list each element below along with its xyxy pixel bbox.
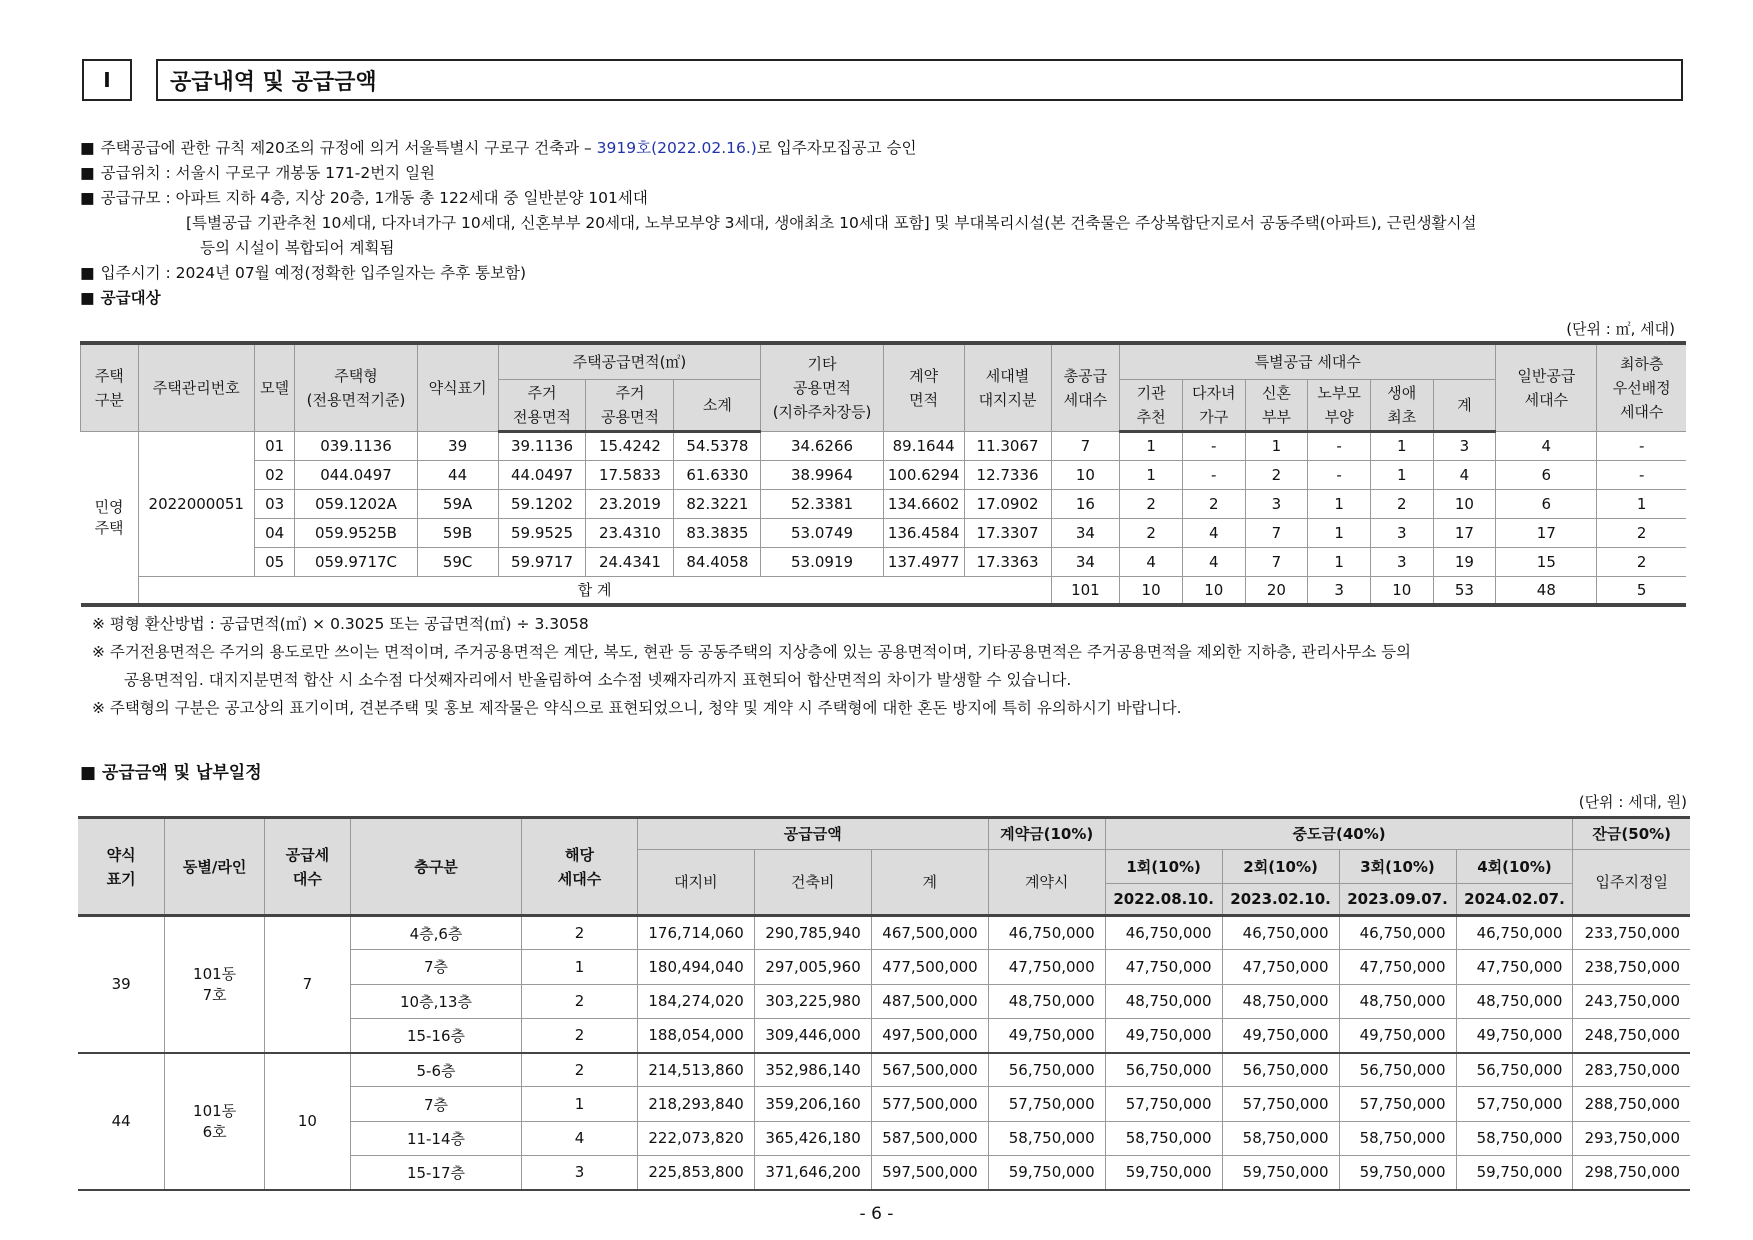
mid-3-cell: 49,750,000 — [1339, 1018, 1456, 1052]
general-units-cell: 6 — [1496, 460, 1597, 489]
first-time-cell: 2 — [1370, 489, 1433, 518]
th-special-total: 계 — [1433, 379, 1496, 431]
contract-area-cell: 100.6294 — [883, 460, 964, 489]
contract-area-cell: 137.4977 — [883, 547, 964, 576]
land-price-cell: 218,293,840 — [637, 1087, 754, 1121]
total-value-cell: 10 — [1120, 576, 1183, 605]
special-total-cell: 10 — [1433, 489, 1496, 518]
multi-child-cell: - — [1182, 460, 1245, 489]
mid-3-cell: 46,750,000 — [1339, 916, 1456, 950]
th2-mid-2: 2회(10%) — [1222, 850, 1339, 884]
balance-cell: 293,750,000 — [1573, 1121, 1690, 1155]
house-kind-cell: 민영 주택 — [81, 431, 139, 605]
balance-cell: 233,750,000 — [1573, 916, 1690, 950]
note-conversion: ※ 평형 환산방법 : 공급면적(㎡) × 0.3025 또는 공급면적(㎡) ÷ 3.3058 — [92, 615, 589, 633]
land-share-cell: 17.0902 — [964, 489, 1051, 518]
total-units-cell: 10 — [1051, 460, 1120, 489]
th-house-kind: 주택 구분 — [81, 343, 139, 431]
abbr-cell: 59C — [417, 547, 498, 576]
first-time-cell: 1 — [1370, 431, 1433, 460]
general-units-cell: 15 — [1496, 547, 1597, 576]
bullet-scale-cont2: 등의 시설이 복합되어 계획됨 — [200, 239, 395, 257]
land-share-cell: 17.3307 — [964, 518, 1051, 547]
th-land-share: 세대별 대지지분 — [964, 343, 1051, 431]
bullet-move-in: ■ 입주시기 : 2024년 07월 예정(정확한 입주일자는 추후 통보함) — [80, 261, 1476, 286]
th-model: 모델 — [254, 343, 294, 431]
mid-2-cell: 59,750,000 — [1222, 1156, 1339, 1190]
table2-unit: (단위 : 세대, 원) — [1578, 793, 1687, 811]
mid-4-cell: 58,750,000 — [1456, 1121, 1573, 1155]
total-label-cell: 합 계 — [138, 576, 1051, 605]
mid-1-cell: 58,750,000 — [1105, 1121, 1222, 1155]
total-value-cell: 20 — [1245, 576, 1308, 605]
parents-cell: - — [1308, 431, 1371, 460]
model-cell: 02 — [254, 460, 294, 489]
abbr-cell: 39 — [78, 916, 165, 1053]
mid-3-cell: 56,750,000 — [1339, 1053, 1456, 1087]
section-title: 공급내역 및 공급금액 — [156, 59, 1683, 101]
mid-2-cell: 56,750,000 — [1222, 1053, 1339, 1087]
th-mgmt-no: 주택관리번호 — [138, 343, 254, 431]
square-bullet-icon: ■ — [80, 763, 97, 783]
table-row — [81, 547, 1687, 576]
deposit-cell: 59,750,000 — [988, 1156, 1105, 1190]
house-type-cell: 059.9717C — [295, 547, 417, 576]
parents-cell: 1 — [1308, 547, 1371, 576]
th2-mid-1: 1회(10%) — [1105, 850, 1222, 884]
parents-cell: - — [1308, 460, 1371, 489]
lowest-floor-cell: 1 — [1597, 489, 1686, 518]
th-area-group: 주택공급면적(㎡) — [498, 343, 761, 379]
th-total-units: 총공급 세대수 — [1051, 343, 1120, 431]
mid-4-cell: 47,750,000 — [1456, 950, 1573, 984]
lowest-floor-cell: - — [1597, 460, 1686, 489]
common-area-cell: 23.4310 — [586, 518, 674, 547]
table-row — [78, 1053, 1690, 1087]
square-bullet-icon: ■ — [80, 164, 95, 182]
total-value-cell: 10 — [1370, 576, 1433, 605]
square-bullet-icon: ■ — [80, 289, 95, 307]
note-area-definition: ※ 주거전용면적은 주거의 용도로만 쓰이는 면적이며, 주거공용면적은 계단, 복도, 현관 등 공동주택의 지상층에 있는 공용면적이며, 기타공용면적은 주거공용면적을 제외한 지하층, 관리사무소 등의 — [92, 643, 1412, 661]
square-bullet-icon: ■ — [80, 189, 95, 207]
mgmt-no-cell: 2022000051 — [138, 431, 254, 576]
contract-area-cell: 89.1644 — [883, 431, 964, 460]
th-subtotal: 소계 — [674, 379, 761, 431]
institution-cell: 4 — [1120, 547, 1183, 576]
count-cell: 2 — [522, 1053, 638, 1087]
floor-cell: 11-14층 — [350, 1121, 522, 1155]
balance-cell: 288,750,000 — [1573, 1087, 1690, 1121]
balance-cell: 238,750,000 — [1573, 950, 1690, 984]
dong-cell: 101동 6호 — [165, 1053, 265, 1190]
floor-cell: 5-6층 — [350, 1053, 522, 1087]
count-cell: 2 — [522, 984, 638, 1018]
th-parents: 노부모 부양 — [1308, 379, 1371, 431]
page-number: - 6 - — [859, 1204, 894, 1224]
mid-3-cell: 48,750,000 — [1339, 984, 1456, 1018]
model-cell: 05 — [254, 547, 294, 576]
total-row — [81, 576, 1687, 605]
special-total-cell: 19 — [1433, 547, 1496, 576]
total-price-cell: 467,500,000 — [871, 916, 988, 950]
th2-floor: 층구분 — [350, 818, 522, 916]
dong-cell: 101동 7호 — [165, 916, 265, 1053]
total-value-cell: 3 — [1308, 576, 1371, 605]
house-type-cell: 039.1136 — [295, 431, 417, 460]
subtotal-area-cell: 84.4058 — [674, 547, 761, 576]
mid-1-cell: 49,750,000 — [1105, 1018, 1222, 1052]
balance-cell: 243,750,000 — [1573, 984, 1690, 1018]
institution-cell: 2 — [1120, 518, 1183, 547]
bullet-supply-target: ■ 공급대상 — [80, 286, 1476, 311]
subtotal-area-cell: 83.3835 — [674, 518, 761, 547]
count-cell: 4 — [522, 1121, 638, 1155]
approval-number: 3919호(2022.02.16.) — [596, 139, 757, 157]
notes — [92, 610, 1411, 722]
multi-child-cell: - — [1182, 431, 1245, 460]
th2-abbr: 약식 표기 — [78, 818, 165, 916]
th-contract-area: 계약 면적 — [883, 343, 964, 431]
mid-4-cell: 49,750,000 — [1456, 1018, 1573, 1052]
floor-cell: 7층 — [350, 1087, 522, 1121]
deposit-cell: 46,750,000 — [988, 916, 1105, 950]
overview-bullets — [80, 136, 1476, 311]
count-cell: 3 — [522, 1156, 638, 1190]
th2-date-4: 2024.02.07. — [1456, 884, 1573, 916]
mid-1-cell: 59,750,000 — [1105, 1156, 1222, 1190]
land-price-cell: 180,494,040 — [637, 950, 754, 984]
price-schedule-table — [78, 816, 1690, 1191]
total-price-cell: 497,500,000 — [871, 1018, 988, 1052]
institution-cell: 1 — [1120, 431, 1183, 460]
total-units-cell: 7 — [1051, 431, 1120, 460]
square-bullet-icon: ■ — [80, 264, 95, 282]
table-row — [81, 460, 1687, 489]
first-time-cell: 3 — [1370, 547, 1433, 576]
mid-1-cell: 47,750,000 — [1105, 950, 1222, 984]
price-schedule-body — [78, 916, 1690, 1190]
land-price-cell: 184,274,020 — [637, 984, 754, 1018]
balance-cell: 283,750,000 — [1573, 1053, 1690, 1087]
multi-child-cell: 2 — [1182, 489, 1245, 518]
bullet-scale-cont: [특별공급 기관추천 10세대, 다자녀가구 10세대, 신혼부부 20세대, 노부모부양 3세대, 생애최초 10세대 포함] 및 부대복리시설(본 건축물은 주상복합단지로서 공동주택(아파트), 근린생활시설 — [186, 214, 1477, 232]
total-price-cell: 487,500,000 — [871, 984, 988, 1018]
th-multi-child: 다자녀 가구 — [1182, 379, 1245, 431]
mid-2-cell: 48,750,000 — [1222, 984, 1339, 1018]
other-common-area-cell: 53.0749 — [761, 518, 883, 547]
other-common-area-cell: 52.3381 — [761, 489, 883, 518]
house-type-cell: 044.0497 — [295, 460, 417, 489]
general-units-cell: 17 — [1496, 518, 1597, 547]
th2-deposit-group: 계약금(10%) — [988, 818, 1105, 850]
th2-date-1: 2022.08.10. — [1105, 884, 1222, 916]
exclusive-area-cell: 59.9717 — [498, 547, 586, 576]
count-cell: 1 — [522, 1087, 638, 1121]
land-share-cell: 11.3067 — [964, 431, 1051, 460]
supply-target-table — [80, 341, 1686, 607]
th2-mid-4: 4회(10%) — [1456, 850, 1573, 884]
house-type-cell: 059.1202A — [295, 489, 417, 518]
deposit-cell: 48,750,000 — [988, 984, 1105, 1018]
th2-date-3: 2023.09.07. — [1339, 884, 1456, 916]
floor-cell: 15-16층 — [350, 1018, 522, 1052]
total-price-cell: 567,500,000 — [871, 1053, 988, 1087]
total-price-cell: 577,500,000 — [871, 1087, 988, 1121]
multi-child-cell: 4 — [1182, 547, 1245, 576]
parents-cell: 1 — [1308, 489, 1371, 518]
abbr-cell: 59A — [417, 489, 498, 518]
parents-cell: 1 — [1308, 518, 1371, 547]
table1-unit: (단위 : ㎡, 세대) — [1566, 320, 1675, 338]
special-total-cell: 3 — [1433, 431, 1496, 460]
balance-cell: 298,750,000 — [1573, 1156, 1690, 1190]
total-price-cell: 587,500,000 — [871, 1121, 988, 1155]
table-row — [78, 916, 1690, 950]
floor-cell: 15-17층 — [350, 1156, 522, 1190]
th-first-time: 생애 최초 — [1370, 379, 1433, 431]
floor-cell: 10층,13층 — [350, 984, 522, 1018]
deposit-cell: 49,750,000 — [988, 1018, 1105, 1052]
th-house-type: 주택형 (전용면적기준) — [295, 343, 417, 431]
mid-2-cell: 46,750,000 — [1222, 916, 1339, 950]
units-cell: 10 — [264, 1053, 350, 1190]
abbr-cell: 44 — [417, 460, 498, 489]
total-value-cell: 10 — [1182, 576, 1245, 605]
mid-1-cell: 57,750,000 — [1105, 1087, 1222, 1121]
contract-area-cell: 134.6602 — [883, 489, 964, 518]
general-units-cell: 4 — [1496, 431, 1597, 460]
supply-target-body — [81, 431, 1687, 605]
mid-4-cell: 48,750,000 — [1456, 984, 1573, 1018]
land-price-cell: 176,714,060 — [637, 916, 754, 950]
th-abbr: 약식표기 — [417, 343, 498, 431]
multi-child-cell: 4 — [1182, 518, 1245, 547]
common-area-cell: 17.5833 — [586, 460, 674, 489]
th2-build: 건축비 — [754, 850, 871, 916]
table-row — [81, 431, 1687, 460]
other-common-area-cell: 53.0919 — [761, 547, 883, 576]
table-row — [81, 489, 1687, 518]
newlywed-cell: 2 — [1245, 460, 1308, 489]
exclusive-area-cell: 59.9525 — [498, 518, 586, 547]
th2-dong: 동별/라인 — [165, 818, 265, 916]
mid-1-cell: 48,750,000 — [1105, 984, 1222, 1018]
th2-sum: 계 — [871, 850, 988, 916]
deposit-cell: 57,750,000 — [988, 1087, 1105, 1121]
build-price-cell: 297,005,960 — [754, 950, 871, 984]
total-price-cell: 477,500,000 — [871, 950, 988, 984]
section-number: I — [82, 59, 132, 101]
mid-2-cell: 49,750,000 — [1222, 1018, 1339, 1052]
mid-3-cell: 47,750,000 — [1339, 950, 1456, 984]
mid-3-cell: 58,750,000 — [1339, 1121, 1456, 1155]
newlywed-cell: 7 — [1245, 518, 1308, 547]
total-units-cell: 16 — [1051, 489, 1120, 518]
mid-4-cell: 57,750,000 — [1456, 1087, 1573, 1121]
model-cell: 04 — [254, 518, 294, 547]
total-units-cell: 34 — [1051, 518, 1120, 547]
square-bullet-icon: ■ — [80, 139, 95, 157]
build-price-cell: 352,986,140 — [754, 1053, 871, 1087]
total-value-cell: 53 — [1433, 576, 1496, 605]
floor-cell: 7층 — [350, 950, 522, 984]
house-type-cell: 059.9525B — [295, 518, 417, 547]
table-row — [81, 518, 1687, 547]
th2-balance: 입주지정일 — [1573, 850, 1690, 916]
land-price-cell: 214,513,860 — [637, 1053, 754, 1087]
lowest-floor-cell: - — [1597, 431, 1686, 460]
th2-deposit: 계약시 — [988, 850, 1105, 916]
mid-2-cell: 57,750,000 — [1222, 1087, 1339, 1121]
first-time-cell: 3 — [1370, 518, 1433, 547]
special-total-cell: 17 — [1433, 518, 1496, 547]
count-cell: 2 — [522, 916, 638, 950]
general-units-cell: 6 — [1496, 489, 1597, 518]
common-area-cell: 24.4341 — [586, 547, 674, 576]
mid-4-cell: 46,750,000 — [1456, 916, 1573, 950]
bullet-location: ■ 공급위치 : 서울시 구로구 개봉동 171-2번지 일원 — [80, 161, 1476, 186]
deposit-cell: 56,750,000 — [988, 1053, 1105, 1087]
land-price-cell: 222,073,820 — [637, 1121, 754, 1155]
build-price-cell: 309,446,000 — [754, 1018, 871, 1052]
mid-1-cell: 46,750,000 — [1105, 916, 1222, 950]
bullet-approval: ■ 주택공급에 관한 규칙 제20조의 규정에 의거 서울특별시 구로구 건축과 – 3919호(2022.02.16.)로 입주자모집공고 승인 — [80, 136, 1476, 161]
mid-2-cell: 58,750,000 — [1222, 1121, 1339, 1155]
count-cell: 2 — [522, 1018, 638, 1052]
build-price-cell: 365,426,180 — [754, 1121, 871, 1155]
balance-cell: 248,750,000 — [1573, 1018, 1690, 1052]
price-section-title: ■ 공급금액 및 납부일정 — [80, 763, 262, 783]
deposit-cell: 58,750,000 — [988, 1121, 1105, 1155]
th-special-group: 특별공급 세대수 — [1120, 343, 1496, 379]
institution-cell: 1 — [1120, 460, 1183, 489]
land-share-cell: 12.7336 — [964, 460, 1051, 489]
th2-date-2: 2023.02.10. — [1222, 884, 1339, 916]
mid-3-cell: 57,750,000 — [1339, 1087, 1456, 1121]
abbr-cell: 44 — [78, 1053, 165, 1190]
count-cell: 1 — [522, 950, 638, 984]
th-common: 주거 공용면적 — [586, 379, 674, 431]
other-common-area-cell: 34.6266 — [761, 431, 883, 460]
subtotal-area-cell: 61.6330 — [674, 460, 761, 489]
total-value-cell: 5 — [1597, 576, 1686, 605]
bullet-scale: ■ 공급규모 : 아파트 지하 4층, 지상 20층, 1개동 총 122세대 중 일반분양 101세대 — [80, 186, 1476, 211]
first-time-cell: 1 — [1370, 460, 1433, 489]
lowest-floor-cell: 2 — [1597, 547, 1686, 576]
th-lowest-floor: 최하층 우선배정 세대수 — [1597, 343, 1686, 431]
mid-3-cell: 59,750,000 — [1339, 1156, 1456, 1190]
build-price-cell: 303,225,980 — [754, 984, 871, 1018]
th2-balance-group: 잔금(50%) — [1573, 818, 1690, 850]
land-price-cell: 188,054,000 — [637, 1018, 754, 1052]
th2-count: 해당 세대수 — [522, 818, 638, 916]
note-house-type: ※ 주택형의 구분은 공고상의 표기이며, 견본주택 및 홍보 제작물은 약식으로 표현되었으니, 청약 및 계약 시 주택형에 대한 혼돈 방지에 특히 유의하시기 바랍니다. — [92, 699, 1182, 717]
th-other-common: 기타 공용면적 (지하주차장등) — [761, 343, 883, 431]
th-general: 일반공급 세대수 — [1496, 343, 1597, 431]
exclusive-area-cell: 39.1136 — [498, 431, 586, 460]
exclusive-area-cell: 44.0497 — [498, 460, 586, 489]
th2-units: 공급세 대수 — [264, 818, 350, 916]
abbr-cell: 39 — [417, 431, 498, 460]
land-share-cell: 17.3363 — [964, 547, 1051, 576]
newlywed-cell: 3 — [1245, 489, 1308, 518]
th-newlywed: 신혼 부부 — [1245, 379, 1308, 431]
units-cell: 7 — [264, 916, 350, 1053]
total-price-cell: 597,500,000 — [871, 1156, 988, 1190]
common-area-cell: 15.4242 — [586, 431, 674, 460]
build-price-cell: 290,785,940 — [754, 916, 871, 950]
subtotal-area-cell: 82.3221 — [674, 489, 761, 518]
build-price-cell: 359,206,160 — [754, 1087, 871, 1121]
contract-area-cell: 136.4584 — [883, 518, 964, 547]
abbr-cell: 59B — [417, 518, 498, 547]
lowest-floor-cell: 2 — [1597, 518, 1686, 547]
note-area-definition-cont: 공용면적임. 대지지분면적 합산 시 소수점 다섯째자리에서 반올림하여 소수점 넷째자리까지 표현되어 합산면적의 차이가 발생할 수 있습니다. — [124, 671, 1072, 689]
newlywed-cell: 1 — [1245, 431, 1308, 460]
th2-land: 대지비 — [637, 850, 754, 916]
deposit-cell: 47,750,000 — [988, 950, 1105, 984]
special-total-cell: 4 — [1433, 460, 1496, 489]
model-cell: 03 — [254, 489, 294, 518]
institution-cell: 2 — [1120, 489, 1183, 518]
build-price-cell: 371,646,200 — [754, 1156, 871, 1190]
th-institution: 기관 추천 — [1120, 379, 1183, 431]
newlywed-cell: 7 — [1245, 547, 1308, 576]
common-area-cell: 23.2019 — [586, 489, 674, 518]
th2-price-group: 공급금액 — [637, 818, 988, 850]
total-units-cell: 34 — [1051, 547, 1120, 576]
land-price-cell: 225,853,800 — [637, 1156, 754, 1190]
mid-2-cell: 47,750,000 — [1222, 950, 1339, 984]
total-value-cell: 48 — [1496, 576, 1597, 605]
mid-1-cell: 56,750,000 — [1105, 1053, 1222, 1087]
other-common-area-cell: 38.9964 — [761, 460, 883, 489]
total-value-cell: 101 — [1051, 576, 1120, 605]
model-cell: 01 — [254, 431, 294, 460]
exclusive-area-cell: 59.1202 — [498, 489, 586, 518]
subtotal-area-cell: 54.5378 — [674, 431, 761, 460]
mid-4-cell: 59,750,000 — [1456, 1156, 1573, 1190]
floor-cell: 4층,6층 — [350, 916, 522, 950]
mid-4-cell: 56,750,000 — [1456, 1053, 1573, 1087]
th2-mid-3: 3회(10%) — [1339, 850, 1456, 884]
th2-mid-group: 중도금(40%) — [1105, 818, 1573, 850]
th-exclusive: 주거 전용면적 — [498, 379, 586, 431]
